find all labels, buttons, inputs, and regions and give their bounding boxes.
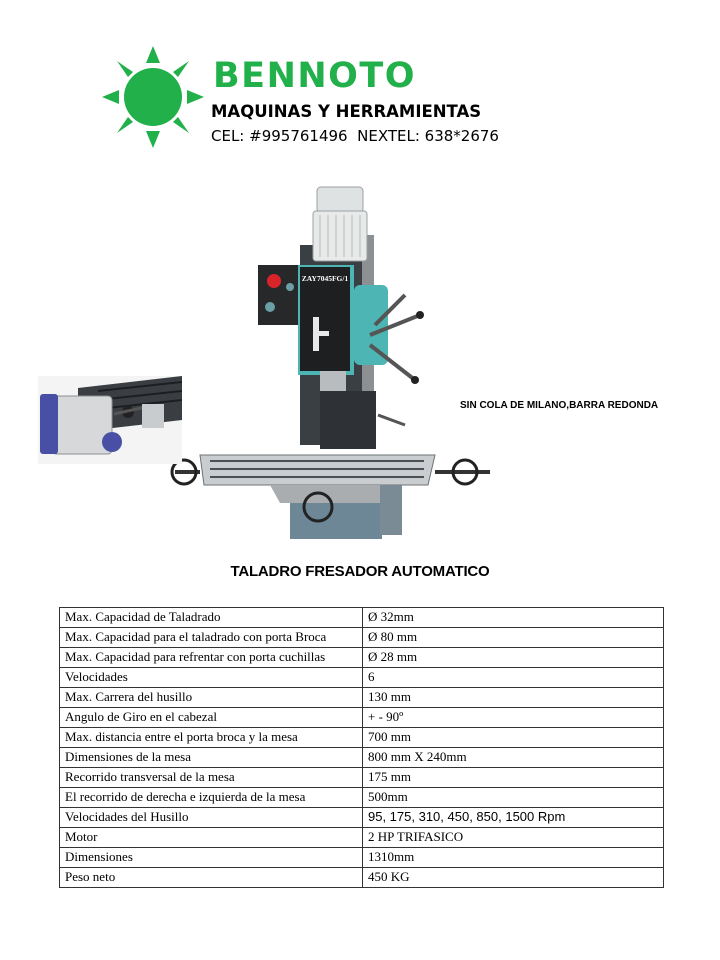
table-row <box>60 868 664 888</box>
spec-label: Angulo de Giro en el cabezal <box>60 708 363 728</box>
spec-value: Ø 32mm <box>363 608 664 628</box>
spec-value: 175 mm <box>363 768 664 788</box>
spec-value: 130 mm <box>363 688 664 708</box>
spec-value: 450 KG <box>363 868 664 888</box>
power-feed-inset-photo <box>38 376 182 464</box>
spec-value: 95, 175, 310, 450, 850, 1500 Rpm <box>363 808 664 828</box>
table-row <box>60 728 664 748</box>
spec-label: Max. Capacidad de Taladrado <box>60 608 363 628</box>
spec-label: Motor <box>60 828 363 848</box>
spec-value: 500mm <box>363 788 664 808</box>
table-row <box>60 848 664 868</box>
milling-machine-photo <box>170 185 495 540</box>
spec-label: Max. Carrera del husillo <box>60 688 363 708</box>
spec-label: Dimensiones de la mesa <box>60 748 363 768</box>
spec-label: Dimensiones <box>60 848 363 868</box>
spec-value: Ø 80 mm <box>363 628 664 648</box>
table-row <box>60 828 664 848</box>
brand-name: BENNOTO <box>213 56 417 96</box>
table-row <box>60 668 664 688</box>
spec-value: 1310mm <box>363 848 664 868</box>
machine-note: SIN COLA DE MILANO,BARRA REDONDA <box>460 400 659 411</box>
table-row <box>60 648 664 668</box>
table-row <box>60 628 664 648</box>
spec-label: Recorrido transversal de la mesa <box>60 768 363 788</box>
table-row <box>60 708 664 728</box>
spec-value: 2 HP TRIFASICO <box>363 828 664 848</box>
brand-tagline: MAQUINAS Y HERRAMIENTAS <box>211 102 482 121</box>
logo-sun-icon <box>102 46 204 148</box>
spec-value: + - 90º <box>363 708 664 728</box>
spec-label: Velocidades <box>60 668 363 688</box>
table-row <box>60 808 664 828</box>
contact-line: CEL: #995761496 NEXTEL: 638*2676 <box>211 127 499 145</box>
spec-value: 800 mm X 240mm <box>363 748 664 768</box>
spec-value: 6 <box>363 668 664 688</box>
machine-model-label: ZAY7045FG/1 <box>301 274 349 283</box>
spec-label: Max. Capacidad para refrentar con porta cuchillas <box>60 648 363 668</box>
spec-label: El recorrido de derecha e izquierda de la mesa <box>60 788 363 808</box>
spec-table <box>59 607 664 888</box>
table-row <box>60 788 664 808</box>
table-row <box>60 688 664 708</box>
table-row <box>60 768 664 788</box>
product-title: TALADRO FRESADOR AUTOMATICO <box>230 563 490 580</box>
table-row <box>60 608 664 628</box>
spec-value: Ø 28 mm <box>363 648 664 668</box>
spec-label: Peso neto <box>60 868 363 888</box>
spec-label: Max. distancia entre el porta broca y la mesa <box>60 728 363 748</box>
table-row <box>60 748 664 768</box>
spec-label: Max. Capacidad para el taladrado con porta Broca <box>60 628 363 648</box>
spec-value: 700 mm <box>363 728 664 748</box>
spec-label: Velocidades del Husillo <box>60 808 363 828</box>
